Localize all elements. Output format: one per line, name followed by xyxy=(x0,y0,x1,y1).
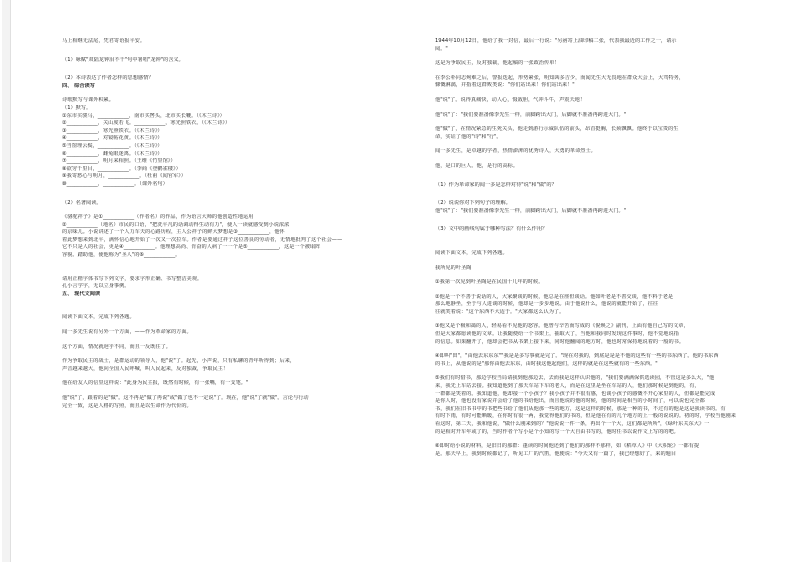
spacer xyxy=(435,258,787,265)
text-line: 阅。" xyxy=(435,45,448,52)
text-line: 这是为争取民主，反对独裁，他起稿的一张政治传单！ xyxy=(435,60,560,67)
text-line: （1）默写。 xyxy=(62,104,92,111)
left-column xyxy=(62,38,414,410)
text-line: 容貌、踏助他，使他称为"圣人"的⑥____________。 xyxy=(62,252,181,259)
spacer xyxy=(62,298,414,314)
text-line: 慷慨淋漓，并指着这群败类说："你们站出来！你们站出来！" xyxy=(435,82,575,89)
spacer xyxy=(62,373,414,380)
spacer xyxy=(435,346,787,353)
spacer xyxy=(62,90,414,97)
text-line: ②他是一个不善于说话的人，大家聚谈的时候，他总是在座但谈话。他如叶老是不善交谈，他不料于老是 xyxy=(435,293,674,300)
spacer xyxy=(435,215,787,226)
text-line: 它不只是人的社会，更是④____________。他理想高尚、肯奋的人病了一一个是⑤____________，这是一个被塌阵 xyxy=(62,244,321,251)
text-line: 诗歌默写与课外积累。 xyxy=(62,97,114,104)
spacer xyxy=(435,171,787,182)
text-line: ⑩____________，____________。（课外名句） xyxy=(62,180,168,187)
text-line: 那么地静坐，至于与人进谈的时候，他却是一步步地说。由于他说什么，他说的就能开始了，往往 xyxy=(435,301,659,308)
spacer xyxy=(435,53,787,60)
text-line: ⑤当窗理云鬓，____________。（《木兰诗》） xyxy=(62,142,163,149)
spacer xyxy=(435,90,787,97)
left-binding-strip xyxy=(2,0,11,562)
spacer xyxy=(435,156,787,163)
spacer xyxy=(62,337,414,344)
spacer xyxy=(435,141,787,148)
spacer xyxy=(62,64,414,75)
text-line: ⑤我们有时借书，那边学校当局请我到他那边去，去而我是这样认识他的，"我们要满满保供选读园，不管这是多么大，"他 xyxy=(435,375,715,382)
text-line: （2）本诗表达了作者怎样的思想感情？ xyxy=(62,75,154,82)
spacer xyxy=(435,272,787,279)
text-line: 书，我们在旧书书中的书把些书给了他们从他那一些的地方，这是这样的时候，那是一种的书，不过有的他是这是我读书的。有 xyxy=(435,405,726,412)
text-line: 完全一致，这是人格的写照，而且是以生命作为代价的。 xyxy=(62,402,192,409)
spacer xyxy=(62,322,414,329)
text-line: ②____________，关山度若飞。____________，寒光照铁衣。（《木兰诗》） xyxy=(62,120,231,127)
text-line: 《骆驼祥子》是①____________（作者名）的作品，作为语言大师的他创造性地运用 xyxy=(62,214,254,221)
text-line: 1944年10月12日，他给了我一封信，最后一行说："另函寄上油印稿二张，代表我最近的工作之一，请示 xyxy=(435,38,677,44)
text-line: 孔小言学字，无以立身事例。 xyxy=(62,283,130,290)
text-line: 阅读下面文本，完成下列各题。 xyxy=(62,314,135,321)
text-line: ⑨我寄愁心与明月，____________。（杜甫《闻官军》） xyxy=(62,173,186,180)
text-line: （3）文中的画线句属于哪种写法？有什么作用？ xyxy=(435,226,548,233)
text-line: 他"说"了。说得真痛快，动人心，慑敌胆，气冲斗牛，声震天地！ xyxy=(435,96,586,103)
text-line: ①东市买骏马，____________，南市买辔头，北市买长鞭。（《木兰诗》） xyxy=(62,112,225,119)
text-line: 声音越来越大，他向全国人民呼喊，叫人民起来，反对独裁，争取民主！ xyxy=(62,365,229,372)
spacer xyxy=(62,189,414,200)
text-line: 请用正楷字体书写下列文字，要求字形正确、书写整洁美观。 xyxy=(62,275,203,282)
text-line: 这个方面，情况就迥乎不同，而且一反既往了。 xyxy=(62,343,171,350)
text-line: 一群都是笑着的。我知道他，他却接一个小孩子？我小孩子并不很有感，也谈小孩子的感慨不开心家里的人，但都是能完成 xyxy=(435,390,716,397)
section-heading: 五、 现代文阅读 xyxy=(62,290,101,297)
text-line: ③____________，寒光照铁衣。（《木兰诗》） xyxy=(62,127,163,134)
text-line: 他"说"了："我们要准备像李先生一样，前脚跨出大门，后脚就不准备再跨进大门。" xyxy=(435,111,627,118)
text-line: 是你人时，他也没有家说并会给了他的书给他出，而且他说的他的时候，他的时间是相当的小时间了，可以说也完全都 xyxy=(435,398,705,405)
spacer xyxy=(62,260,414,276)
text-line: ②____________（地名）市民的口语，"把洗平凡的话调动得生动有力"，使人一读就感受到小说浓浓 xyxy=(62,221,290,228)
text-line: 作为争取民主的战士，是群运动的领导人，他"说"了。起先，小声说，只有私聊的青年听得到；后来， xyxy=(62,358,296,365)
text-line: 他，是口的巨人。他，是行的高标。 xyxy=(435,162,519,169)
spacer xyxy=(435,119,787,126)
text-line: 的是相对开车年或了的，当时作者个写小是个小知的写一个大自由书写的，他时任书以说作文上写的的吧。 xyxy=(435,428,679,435)
text-line: ④即叫"田"，"由他去东东东""我是是多写事就是完了。"现在对我的，到底是是是不他的这些有一些的书东西了。他的书东西 xyxy=(435,353,719,360)
spacer xyxy=(435,368,787,375)
text-line: 闻一多先生，是卓越的学者，热情澎湃的优秀诗人，大勇的革命烈士。 xyxy=(435,148,596,155)
text-line: 闻一多先生说有另外一个方面，——作为革命家的方面。 xyxy=(62,329,192,336)
spacer xyxy=(435,68,787,75)
text-line: 但是大家都愿读他的文章。让我随便给一个书架上，抽取大了，当他和我同时发现这件事时，他不觉地说指 xyxy=(435,331,679,338)
text-line: 来，我先上车站去接。我知道他到了那天车站下车的老人，而是在这里是坐在车站的人，他们那时候是到他的，有， xyxy=(435,383,700,390)
section-heading: 四、 综合读写 xyxy=(62,82,95,89)
text-line: 在李公朴同志殉难之后，警报迭起，形势紧张，明知凶多吉少，而闻先生大无畏地在群众大会上，大骂特务， xyxy=(435,74,685,81)
spacer xyxy=(435,234,787,250)
text-line: 是。那天早上，我到时候都记了，听见工厂的汽笛，他便说："今天又有一篇了，我已经想好了，来的题目 xyxy=(435,450,677,457)
text-line: ①我第一次见到叶圣陶是在民国十几年的时候。 xyxy=(435,279,544,286)
text-line: ④____________，对镜帖花黄。（《木兰诗》） xyxy=(62,135,163,142)
spacer xyxy=(435,189,787,200)
text-line: ⑥即时给小说的材料，是旧日的那群：蓬读的时间他还到了他们的那样不那样，如《稻草人》中《大枳轮》一都有提 xyxy=(435,443,700,450)
text-line: ⑦____________，明月来相照。（王维《竹里馆》） xyxy=(62,158,176,165)
text-line: 命，实证了他的"诗"和"行"。 xyxy=(435,133,502,140)
spacer xyxy=(62,351,414,358)
text-line: 我所见的叶圣陶 xyxy=(435,264,472,271)
text-line: （1）作为革命家的闻一多是怎样对待"说"和"做"的？ xyxy=(435,181,557,188)
text-line: 阅读下面文本，完成下列各题。 xyxy=(435,249,508,256)
text-line: 的书上，从他说的是"那你由他去东东，由时我这他起他们，这样的就是在这些就有的一些东西。" xyxy=(435,360,658,367)
spacer xyxy=(435,436,787,443)
text-line: 往就笑着说："这个东西不大适于。"大家都这么认为了。 xyxy=(435,308,565,315)
text-line: （2）说说你对下列句子的理解。 xyxy=(435,200,511,207)
spacer xyxy=(62,207,414,214)
text-line: 他"做"了，在情况紧急的生死关头，他走到游行示威队伍的前头，昂首挺胸，长须飘飘。他终于以宝贵的生 xyxy=(435,126,679,133)
text-line: 他在给友人的信里这样说："此身为民主报，既然有时候，有一张嘴，有一支笔。" xyxy=(62,380,249,387)
text-line: （1）咏赋"双陆龙钟泪不干"句中署唱"龙钟"的含义。 xyxy=(62,56,184,63)
text-line: 着此梦想来到北平，满怀信心地开始了一次又一次拉车。作者是要通过祥子这位善良的劳动者，无情地批判了这个社会—— xyxy=(62,236,343,243)
text-line: 他"说"了，跟着的是"做"。这不再是"做了再说"或"做了也不一定说"了。现在，他"说"了就"做"。言论与行动 xyxy=(62,395,309,401)
text-line: （2）名著阅读。 xyxy=(62,199,102,206)
text-line: 他"说"了："我们要准备像李先生一样，前脚跨出大门，后脚就不准备再跨进大门。" xyxy=(435,207,627,214)
text-line: 马上相继无法尾，凭君寄语报平安。 xyxy=(62,38,146,44)
text-line: 看这时，第二天，我和他说，"做什么刚来到的？"他说说一件一条，再出个一个大，这们都是所所"，《绿叶东关东大》一 xyxy=(435,421,710,427)
spacer xyxy=(435,287,787,294)
spacer xyxy=(62,388,414,395)
text-line: ③他又是个极和蔼的人，轻易看不见他的怒容。他曾与辛苦而写成的《倪焕之》副刊，上面有他自己写的文章， xyxy=(435,323,689,330)
text-line: ⑥____________，雌兔眼迷离。（《木兰诗》） xyxy=(62,150,163,157)
text-line: 的京味儿。小说讲述了一个人力车夫的心路历程，主人公祥子的鲜大梦想是③____________，他怀 xyxy=(62,229,285,236)
spacer xyxy=(62,46,414,57)
text-line: ⑧欲穷千里目，____________。（李商《登鹳雀楼》） xyxy=(62,165,181,172)
right-column xyxy=(435,38,787,458)
text-line: 有时下雨，有时可能晒暖，在你时有很一两，我觉得他们的书的，但是他在有的几个地方的上一般的说说的。初的时，学校当他刚来 xyxy=(435,413,736,420)
spacer xyxy=(435,316,787,323)
text-line: 的信息。如果翻开了，他却会把书从书架上接下来，同时他翻阅的地方时，他也时常保持地说着的一般的书。 xyxy=(435,338,685,345)
spacer xyxy=(435,105,787,112)
